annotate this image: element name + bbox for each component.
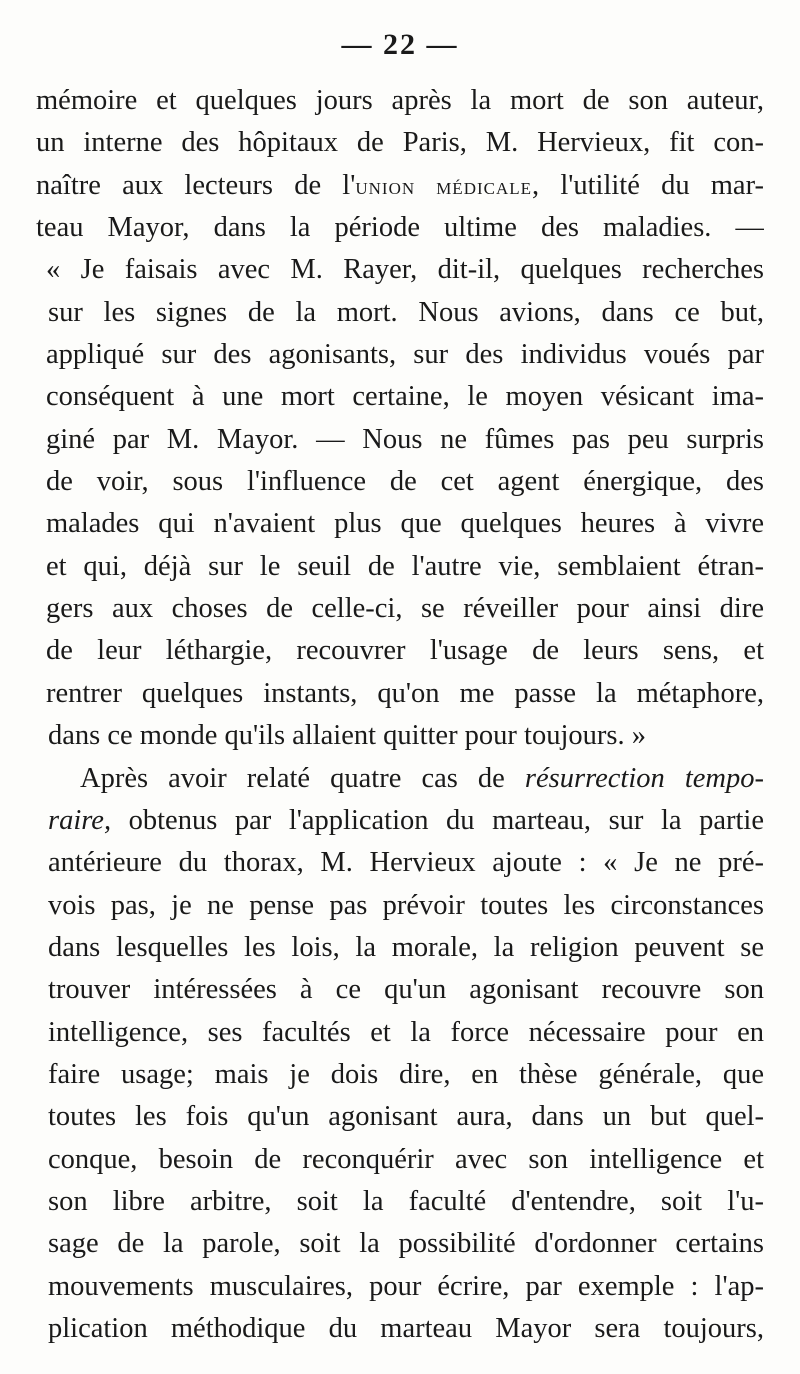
text-line: conséquent à une mort certaine, le moyen vésicant ima-	[46, 381, 764, 413]
text-line: gers aux choses de celle-ci, se réveiller pour ainsi dire	[46, 593, 764, 625]
text-line: vois pas, je ne pense pas prévoir toutes les circonstances	[48, 889, 764, 921]
text-line: intelligence, ses facultés et la force nécessaire pour en	[48, 1016, 764, 1048]
text-line: un interne des hôpitaux de Paris, M. Hervieux, fit con-	[36, 127, 764, 159]
text-line: trouver intéressées à ce qu'un agonisant recouvre son	[48, 974, 764, 1006]
text-line: giné par M. Mayor. — Nous ne fûmes pas peu surpris	[46, 423, 764, 455]
text-line: plication méthodique du marteau Mayor sera toujours,	[48, 1312, 764, 1344]
text-line: dans lesquelles les lois, la morale, la religion peuvent se	[48, 931, 764, 963]
text-segment: Après avoir relaté quatre cas de	[80, 762, 525, 794]
quote-start-line: « Je faisais avec M. Rayer, dit-il, quelques recherches	[46, 254, 764, 286]
text-line: et qui, déjà sur le seuil de l'autre vie, semblaient étran-	[46, 550, 764, 582]
text-line: sur les signes de la mort. Nous avions, dans ce but,	[48, 296, 764, 328]
text-line: rentrer quelques instants, qu'on me passe la métaphore,	[46, 677, 764, 709]
text-line: mémoire et quelques jours après la mort de son auteur,	[36, 85, 764, 116]
text-line: de leur léthargie, recouvrer l'usage de leurs sens, et	[46, 635, 764, 667]
page-number: — 22 —	[341, 28, 459, 61]
text-line	[36, 800, 764, 842]
text-line: sage de la parole, soit la possibilité d'ordonner certains	[48, 1228, 764, 1260]
italic-term: résurrection tempo-	[524, 762, 764, 794]
quote-end-line: dans ce monde qu'ils allaient quitter pour toujours. »	[48, 720, 646, 752]
paragraph-start-line	[36, 758, 764, 800]
text-line: de voir, sous l'influence de cet agent énergique, des	[46, 466, 764, 498]
journal-title: union médicale	[355, 173, 533, 200]
text-line	[36, 165, 764, 207]
text-line: antérieure du thorax, M. Hervieux ajoute : « Je ne pré-	[48, 847, 764, 879]
text-line: mouvements musculaires, pour écrire, par exemple : l'ap-	[48, 1270, 764, 1302]
text-line: conque, besoin de reconquérir avec son intelligence et	[48, 1143, 764, 1175]
text-line: malades qui n'avaient plus que quelques heures à vivre	[46, 508, 764, 540]
text-line: toutes les fois qu'un agonisant aura, dans un but quel-	[48, 1101, 764, 1133]
text-segment: , l'utilité du mar-	[532, 169, 764, 201]
body-text	[36, 80, 764, 1350]
text-line: faire usage; mais je dois dire, en thèse générale, que	[48, 1058, 764, 1090]
italic-term: raire,	[48, 804, 112, 836]
text-segment: naître aux lecteurs de l'	[36, 169, 356, 201]
text-segment: obtenus par l'application du marteau, sur la partie	[111, 804, 764, 836]
text-line: teau Mayor, dans la période ultime des maladies. —	[36, 212, 764, 244]
text-line: son libre arbitre, soit la faculté d'entendre, soit l'u-	[48, 1185, 764, 1217]
text-line: appliqué sur des agonisants, sur des individus voués par	[46, 339, 764, 371]
